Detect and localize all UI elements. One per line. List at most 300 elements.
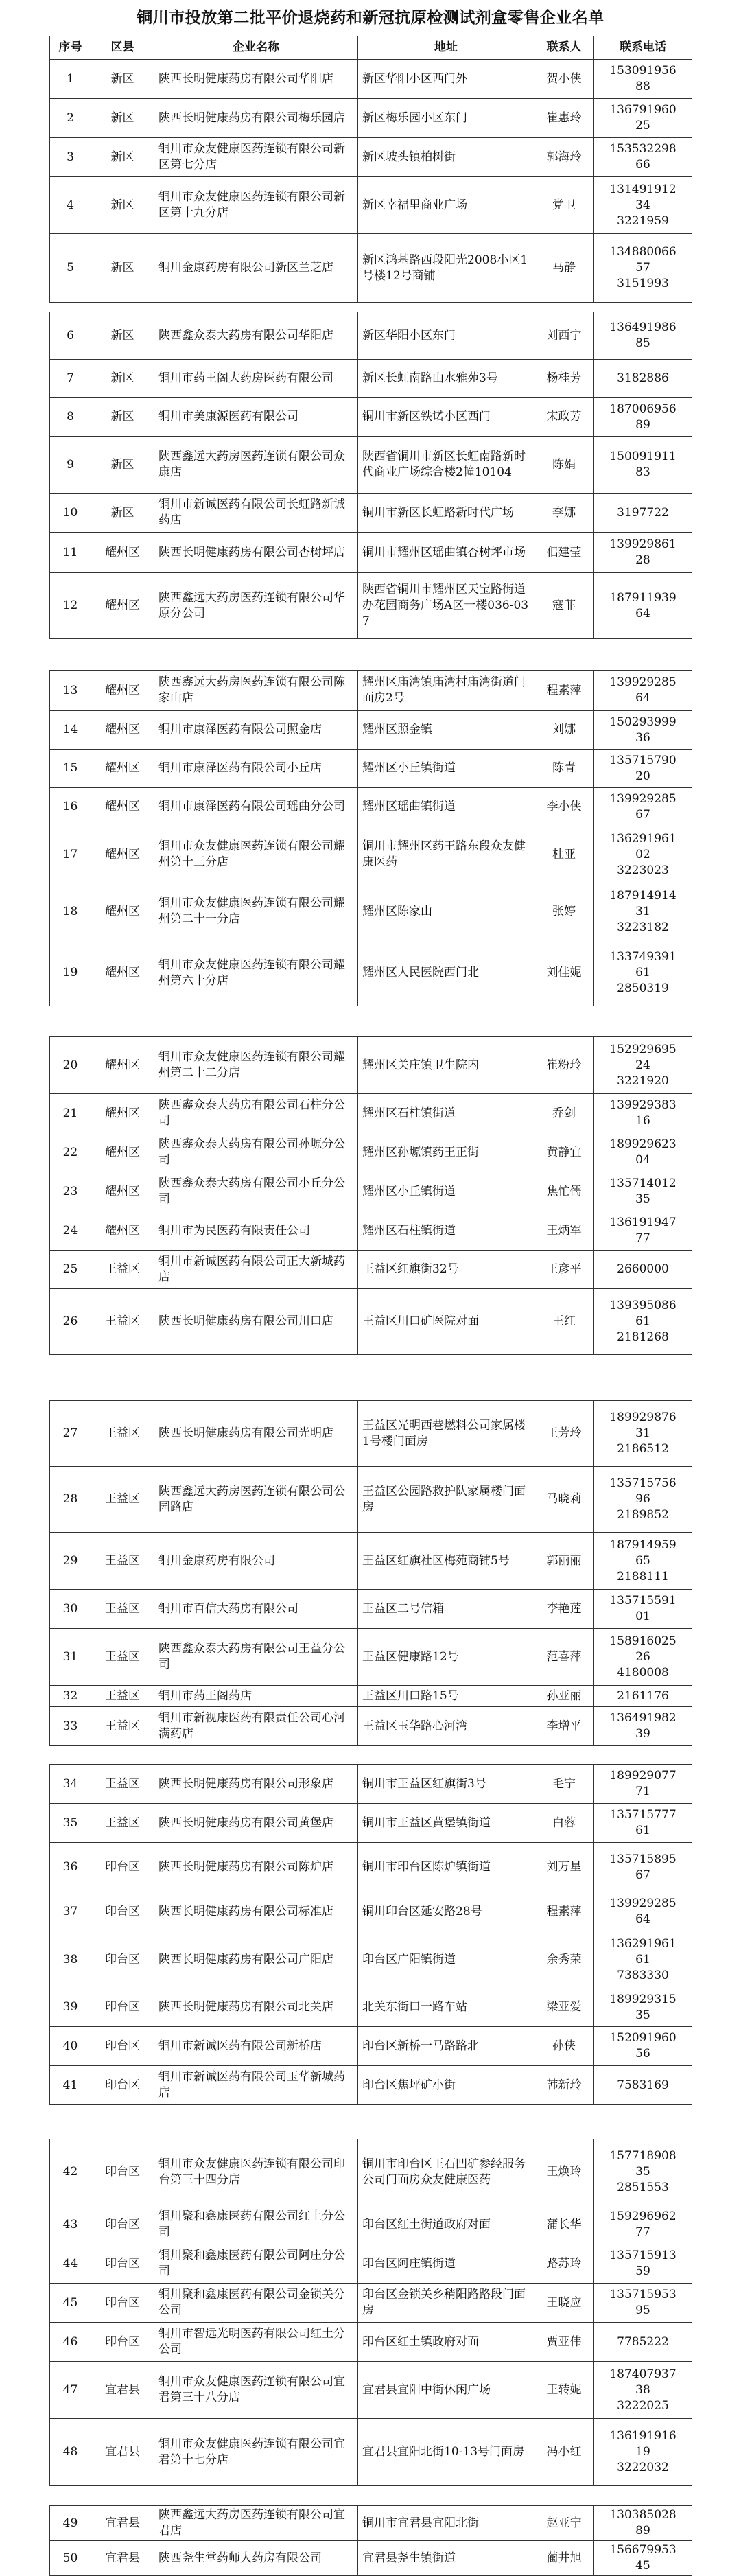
row-phone: [594, 1133, 692, 1172]
phone-line: 133749391: [609, 950, 677, 964]
phone-line: 153532298: [609, 142, 677, 156]
row-district: 耀州区: [91, 826, 154, 883]
phone-line: 7583169: [617, 2078, 669, 2092]
row-phone: [594, 788, 692, 826]
row-contact: 党卫: [534, 177, 594, 234]
row-district: 印台区: [91, 1988, 154, 2027]
row-address: 王益区红旗社区梅苑商铺5号: [358, 1533, 534, 1590]
table-row: [50, 1401, 692, 1467]
row-company: 铜川金康药房有限公司新区兰芝店: [154, 234, 358, 303]
row-number: 7: [50, 360, 91, 398]
row-company: 铜川聚和鑫康医药有限公司红土分公司: [154, 2205, 358, 2244]
phone-line: 16: [635, 1114, 650, 1128]
row-contact: 余秀荣: [534, 1931, 594, 1988]
table-row: [50, 2419, 692, 2486]
row-company: 铜川市众友健康医药连锁有限公司印台第三十四分店: [154, 2139, 358, 2205]
row-company: 铜川市众友健康医药连锁有限公司宜君第三十八分店: [154, 2362, 358, 2419]
row-district: 耀州区: [91, 711, 154, 750]
row-company: 铜川市药王阁药店: [154, 1686, 358, 1707]
phone-line: 19: [635, 2445, 650, 2459]
row-contact: 韩新玲: [534, 2066, 594, 2105]
phone-line: 25: [635, 119, 650, 132]
phone-line: 4180008: [617, 1665, 669, 1680]
table-row: [50, 1707, 692, 1746]
row-company: 铜川市新视康医药有限责任公司心河满药店: [154, 1707, 358, 1746]
row-contact: 范喜萍: [534, 1629, 594, 1686]
phone-line: 156679953: [609, 2543, 677, 2557]
row-address: 王益区公园路救护队家属楼门面房: [358, 1467, 534, 1533]
row-address: 宜君县宜阳中街休闲广场: [358, 2362, 534, 2419]
row-contact: 王焕玲: [534, 2139, 594, 2205]
table-row: [50, 2506, 692, 2541]
table-row: [50, 1133, 692, 1172]
row-number: 39: [50, 1988, 91, 2027]
row-address: 印台区红土镇政府对面: [358, 2323, 534, 2362]
phone-line: 26: [635, 1649, 650, 1664]
row-company: 铜川金康药房有限公司: [154, 1533, 358, 1590]
table-row: [50, 1765, 692, 1804]
phone-line: 59: [635, 2264, 650, 2278]
header-row: [50, 36, 692, 60]
row-district: 新区: [91, 177, 154, 234]
phone-line: 150293999: [609, 715, 677, 729]
row-phone: [594, 2323, 692, 2362]
header-district: 区县: [91, 36, 154, 60]
row-district: 印台区: [91, 2284, 154, 2323]
table-row: [50, 2541, 692, 2576]
row-address: 宜君县尧生镇街道: [358, 2541, 534, 2576]
table-row: [50, 2139, 692, 2205]
row-district: 新区: [91, 234, 154, 303]
row-phone: [594, 1289, 692, 1355]
row-address: 王益区川口路15号: [358, 1686, 534, 1707]
row-company: 陕西长明健康药房有限公司杏树坪店: [154, 533, 358, 573]
row-number: 15: [50, 750, 91, 788]
row-address: 新区华阳小区西门外: [358, 60, 534, 99]
table-row: [50, 1172, 692, 1211]
row-phone: [594, 1037, 692, 1094]
row-address: 铜川市新区长虹路新时代广场: [358, 494, 534, 533]
row-address: 耀州区石柱镇街道: [358, 1094, 534, 1133]
row-phone: [594, 99, 692, 138]
row-number: 27: [50, 1401, 91, 1467]
row-company: 陕西长明健康药房有限公司华阳店: [154, 60, 358, 99]
row-contact: 刘万星: [534, 1843, 594, 1892]
table-row: [50, 1533, 692, 1590]
section-table: [49, 2139, 692, 2486]
table-row: [50, 177, 692, 234]
row-phone: [594, 1629, 692, 1686]
phone-line: 189929623: [609, 1137, 677, 1151]
row-address: 耀州区庙湾镇庙湾村庙湾街道门面房2号: [358, 671, 534, 711]
row-company: 陕西鑫远大药房医药连锁有限公司陈家山店: [154, 671, 358, 711]
table-row: [50, 1467, 692, 1533]
row-phone: [594, 1467, 692, 1533]
row-phone: [594, 2541, 692, 2576]
phone-line: 130385028: [609, 2508, 677, 2522]
row-contact: 毛宁: [534, 1765, 594, 1804]
row-address: 耀州区小丘镇街道: [358, 750, 534, 788]
row-address: 北关东街口一路车站: [358, 1988, 534, 2027]
row-company: 陕西长明健康药房有限公司黄堡店: [154, 1804, 358, 1843]
row-company: 陕西长明健康药房有限公司陈炉店: [154, 1843, 358, 1892]
row-district: 王益区: [91, 1251, 154, 1289]
phone-line: 35: [635, 1192, 650, 1206]
phone-line: 2188111: [617, 1569, 669, 1583]
table-row: [50, 1211, 692, 1251]
table-row: [50, 1289, 692, 1355]
row-contact: 王红: [534, 1289, 594, 1355]
row-number: 5: [50, 234, 91, 303]
row-contact: 王芳玲: [534, 1401, 594, 1467]
phone-line: 131491912: [609, 182, 677, 196]
row-district: 宜君县: [91, 2506, 154, 2541]
row-district: 新区: [91, 312, 154, 360]
row-phone: [594, 177, 692, 234]
row-address: 铜川市印台区陈炉镇街道: [358, 1843, 534, 1892]
row-contact: 乔剑: [534, 1094, 594, 1133]
phone-line: 31: [635, 1426, 650, 1440]
phone-line: 187006956: [609, 402, 677, 416]
row-contact: 马晓莉: [534, 1467, 594, 1533]
row-contact: 崔惠玲: [534, 99, 594, 138]
row-district: 印台区: [91, 2244, 154, 2284]
phone-line: 139929383: [609, 1098, 677, 1112]
table-row: [50, 883, 692, 940]
row-contact: 李娜: [534, 494, 594, 533]
phone-line: 65: [635, 1553, 650, 1568]
row-number: 18: [50, 883, 91, 940]
phone-line: 2851553: [617, 2181, 669, 2194]
phone-line: 38: [635, 2382, 650, 2397]
phone-line: 136191916: [609, 2429, 677, 2443]
row-number: 8: [50, 398, 91, 437]
row-company: 铜川市百信大药房有限公司: [154, 1590, 358, 1629]
header-address: 地址: [358, 36, 534, 60]
row-district: 耀州区: [91, 1211, 154, 1251]
phone-line: 3223182: [617, 920, 669, 934]
row-phone: [594, 1211, 692, 1251]
phone-line: 64: [635, 606, 650, 620]
row-number: 17: [50, 826, 91, 883]
row-phone: [594, 1094, 692, 1133]
row-district: 耀州区: [91, 1133, 154, 1172]
phone-line: 61: [635, 966, 650, 979]
phone-line: 2850319: [617, 982, 669, 995]
phone-line: 36: [635, 730, 650, 745]
row-company: 铜川市众友健康医药连锁有限公司耀州第二十二分店: [154, 1037, 358, 1094]
row-number: 28: [50, 1467, 91, 1533]
row-phone: [594, 940, 692, 1006]
row-contact: 黄静宜: [534, 1133, 594, 1172]
row-address: 铜川市印台区王石凹矿参经服务公司门面房众友健康医药: [358, 2139, 534, 2205]
row-address: 铜川市耀州区药王路东段众友健康医药: [358, 826, 534, 883]
row-number: 31: [50, 1629, 91, 1686]
phone-line: 134880066: [609, 245, 677, 259]
row-contact: 孙侠: [534, 2027, 594, 2066]
row-company: 铜川市众友健康医药连锁有限公司新区第七分店: [154, 138, 358, 177]
row-contact: 马静: [534, 234, 594, 303]
phone-line: 2181268: [617, 1330, 669, 1344]
row-phone: [594, 826, 692, 883]
row-number: 32: [50, 1686, 91, 1707]
row-company: 铜川市众友健康医药连锁有限公司耀州第六十分店: [154, 940, 358, 1006]
row-address: 宜君县宜阳北街10-13号门面房: [358, 2419, 534, 2486]
row-district: 耀州区: [91, 940, 154, 1006]
phone-line: 96: [635, 1492, 650, 1506]
row-address: 铜川市耀州区瑶曲镇杏树坪市场: [358, 533, 534, 573]
row-contact: 张婷: [534, 883, 594, 940]
row-district: 印台区: [91, 1892, 154, 1931]
row-number: 38: [50, 1931, 91, 1988]
row-number: 19: [50, 940, 91, 1006]
phone-line: 64: [635, 691, 650, 705]
phone-line: 2186512: [617, 1442, 669, 1456]
row-number: 36: [50, 1843, 91, 1892]
header-phone: 联系电话: [594, 36, 692, 60]
row-number: 29: [50, 1533, 91, 1590]
row-phone: [594, 1251, 692, 1289]
phone-line: 20: [635, 769, 650, 783]
row-district: 王益区: [91, 1804, 154, 1843]
phone-line: 61: [635, 1824, 650, 1837]
table-row: [50, 1804, 692, 1843]
row-company: 陕西长明健康药房有限公司川口店: [154, 1289, 358, 1355]
phone-line: 135715913: [609, 2249, 677, 2262]
row-phone: [594, 883, 692, 940]
table-row: [50, 533, 692, 573]
phone-line: 31: [635, 904, 650, 918]
row-address: 耀州区石柱镇街道: [358, 1211, 534, 1251]
row-address: 印台区广阳镇街道: [358, 1931, 534, 1988]
row-contact: 李小侠: [534, 788, 594, 826]
table-row: [50, 2027, 692, 2066]
row-number: 49: [50, 2506, 91, 2541]
phone-line: 04: [635, 1153, 650, 1167]
phone-line: 139929285: [609, 675, 677, 689]
phone-line: 61: [635, 1314, 650, 1328]
phone-line: 66: [635, 158, 650, 172]
phone-line: 95: [635, 2304, 650, 2317]
table-row: [50, 1251, 692, 1289]
phone-line: 3222032: [617, 2461, 669, 2474]
row-district: 印台区: [91, 2139, 154, 2205]
row-company: 铜川聚和鑫康医药有限公司阿庄分公司: [154, 2244, 358, 2284]
table-row: [50, 2205, 692, 2244]
row-company: 铜川市康泽医药有限公司瑶曲分公司: [154, 788, 358, 826]
table-row: [50, 1629, 692, 1686]
row-contact: 郭海玲: [534, 138, 594, 177]
row-district: 印台区: [91, 2323, 154, 2362]
table-row: [50, 1988, 692, 2027]
table-row: [50, 1892, 692, 1931]
phone-line: 71: [635, 1785, 650, 1798]
row-number: 9: [50, 437, 91, 494]
row-phone: [594, 60, 692, 99]
row-phone: [594, 398, 692, 437]
phone-line: 77: [635, 2225, 650, 2239]
phone-line: 2161176: [617, 1689, 669, 1703]
phone-line: 187914959: [609, 1538, 677, 1552]
phone-line: 7383330: [617, 1968, 669, 1982]
header-contact: 联系人: [534, 36, 594, 60]
row-company: 陕西长明健康药房有限公司广阳店: [154, 1931, 358, 1988]
row-company: 陕西长明健康药房有限公司形象店: [154, 1765, 358, 1804]
phone-line: 153091956: [609, 64, 677, 78]
phone-line: 135714012: [609, 1176, 677, 1190]
phone-line: 189929876: [609, 1411, 677, 1424]
row-phone: [594, 437, 692, 494]
row-address: 耀州区照金镇: [358, 711, 534, 750]
phone-line: 3223023: [617, 863, 669, 877]
row-phone: [594, 2205, 692, 2244]
phone-line: 136491986: [609, 321, 677, 334]
row-contact: 孙亚丽: [534, 1686, 594, 1707]
row-address: 耀州区陈家山: [358, 883, 534, 940]
phone-line: 3221959: [617, 213, 669, 228]
row-phone: [594, 1765, 692, 1804]
phone-line: 3222025: [617, 2398, 669, 2413]
phone-line: 152091960: [609, 2031, 677, 2045]
row-district: 宜君县: [91, 2362, 154, 2419]
row-number: 43: [50, 2205, 91, 2244]
phone-line: 7785222: [617, 2334, 669, 2349]
row-district: 王益区: [91, 1629, 154, 1686]
row-contact: 王转妮: [534, 2362, 594, 2419]
row-phone: [594, 2027, 692, 2066]
phone-line: 159296962: [609, 2209, 677, 2223]
phone-line: 135715756: [609, 1476, 677, 1490]
row-company: 陕西鑫远大药房医药连锁有限公司众康店: [154, 437, 358, 494]
phone-line: 56: [635, 2047, 650, 2061]
row-address: 陕西省铜川市新区长虹南路新时代商业广场综合楼2幢10104: [358, 437, 534, 494]
phone-line: 61: [635, 1952, 650, 1966]
row-number: 21: [50, 1094, 91, 1133]
row-phone: [594, 1686, 692, 1707]
table-row: [50, 2244, 692, 2284]
row-district: 新区: [91, 60, 154, 99]
row-number: 40: [50, 2027, 91, 2066]
row-contact: 王彦平: [534, 1251, 594, 1289]
row-phone: [594, 1533, 692, 1590]
row-company: 铜川市康泽医药有限公司照金店: [154, 711, 358, 750]
row-address: 铜川印台区延安路28号: [358, 1892, 534, 1931]
table-row: [50, 138, 692, 177]
row-phone: [594, 1707, 692, 1746]
row-phone: [594, 1988, 692, 2027]
table-row: [50, 671, 692, 711]
row-number: 11: [50, 533, 91, 573]
table-row: [50, 826, 692, 883]
table-row: [50, 2066, 692, 2105]
row-district: 耀州区: [91, 1094, 154, 1133]
row-number: 37: [50, 1892, 91, 1931]
row-district: 新区: [91, 99, 154, 138]
row-company: 铜川市众友健康医药连锁有限公司耀州第十三分店: [154, 826, 358, 883]
row-phone: [594, 494, 692, 533]
row-phone: [594, 1590, 692, 1629]
row-address: 铜川市王益区红旗街3号: [358, 1765, 534, 1804]
row-number: 50: [50, 2541, 91, 2576]
table-row: [50, 312, 692, 360]
table-row: [50, 573, 692, 639]
row-phone: [594, 360, 692, 398]
row-contact: 王炳军: [534, 1211, 594, 1251]
row-company: 陕西鑫众泰大药房有限公司小丘分公司: [154, 1172, 358, 1211]
row-company: 铜川市众友健康医药连锁有限公司新区第十九分店: [154, 177, 358, 234]
header-table: [49, 36, 692, 60]
row-phone: [594, 2362, 692, 2419]
table-row: [50, 437, 692, 494]
row-number: 41: [50, 2066, 91, 2105]
phone-line: 67: [635, 807, 650, 822]
phone-line: 89: [635, 2524, 650, 2538]
table-row: [50, 360, 692, 398]
row-phone: [594, 2066, 692, 2105]
row-contact: 刘西宁: [534, 312, 594, 360]
row-company: 陕西长明健康药房有限公司光明店: [154, 1401, 358, 1467]
row-address: 印台区新桥一马路路北: [358, 2027, 534, 2066]
phone-line: 136291961: [609, 831, 677, 846]
row-number: 26: [50, 1289, 91, 1355]
row-number: 12: [50, 573, 91, 639]
phone-line: 189929315: [609, 1992, 677, 2006]
table-row: [50, 1843, 692, 1892]
section-table: [49, 670, 692, 1006]
table-row: [50, 1931, 692, 1988]
phone-line: 89: [635, 417, 650, 432]
row-address: 新区幸福里商业广场: [358, 177, 534, 234]
row-company: 陕西长明健康药房有限公司北关店: [154, 1988, 358, 2027]
row-address: 王益区二号信箱: [358, 1590, 534, 1629]
row-contact: 路苏玲: [534, 2244, 594, 2284]
row-company: 铜川市美康源医药有限公司: [154, 398, 358, 437]
row-district: 新区: [91, 398, 154, 437]
row-district: 耀州区: [91, 1172, 154, 1211]
row-phone: [594, 1843, 692, 1892]
row-company: 铜川市新诚医药有限公司正大新城药店: [154, 1251, 358, 1289]
phone-line: 135715591: [609, 1594, 677, 1608]
phone-line: 136291961: [609, 1936, 677, 1951]
row-company: 陕西尧生堂药师大药房有限公司: [154, 2541, 358, 2576]
row-district: 耀州区: [91, 533, 154, 573]
row-contact: 贾亚伟: [534, 2323, 594, 2362]
phone-line: 77: [635, 1231, 650, 1245]
phone-line: 2660000: [617, 1262, 669, 1276]
row-company: 铜川聚和鑫康医药有限公司金锁关分公司: [154, 2284, 358, 2323]
section-table: [49, 2505, 692, 2576]
phone-line: 57: [635, 261, 650, 275]
row-district: 耀州区: [91, 750, 154, 788]
row-phone: [594, 2506, 692, 2541]
section-table: [49, 1400, 692, 1746]
row-number: 1: [50, 60, 91, 99]
row-contact: 陈娟: [534, 437, 594, 494]
row-district: 印台区: [91, 2027, 154, 2066]
page-title: 铜川市投放第二批平价退烧药和新冠抗原检测试剂盒零售企业名单: [137, 8, 604, 27]
row-company: 铜川市众友健康医药连锁有限公司宜君第十七分店: [154, 2419, 358, 2486]
row-phone: [594, 2419, 692, 2486]
phone-line: 187911939: [609, 590, 677, 605]
table-row: [50, 2284, 692, 2323]
row-address: 铜川市王益区黄堡镇街道: [358, 1804, 534, 1843]
row-phone: [594, 2284, 692, 2323]
row-district: 王益区: [91, 1533, 154, 1590]
row-company: 陕西长明健康药房有限公司标准店: [154, 1892, 358, 1931]
row-company: 铜川市康泽医药有限公司小丘店: [154, 750, 358, 788]
table-row: [50, 234, 692, 303]
row-district: 印台区: [91, 2066, 154, 2105]
